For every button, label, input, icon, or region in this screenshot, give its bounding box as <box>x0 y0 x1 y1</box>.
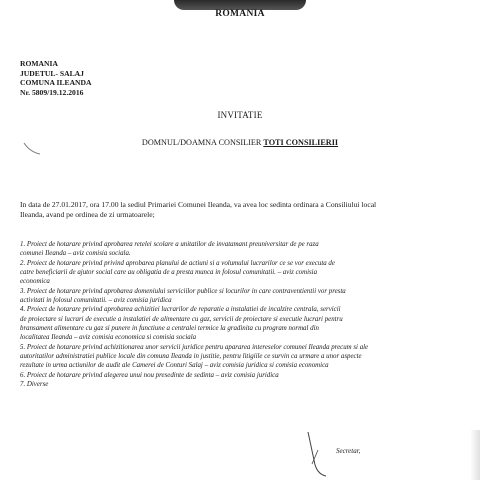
addressee-line <box>0 138 480 147</box>
agenda-line: localitatea Ileanda – aviz comisia economica si comisia sociala <box>20 334 197 342</box>
registration-number: Nr. 5809/19.12.2016 <box>20 87 84 97</box>
sender-line: COMUNA ILEANDA <box>20 78 92 88</box>
agenda-line: autoritatilor administratiei publice locale din comuna Ileanda in justitie, pentru litigiile ce survin ca urmare a unor aspecte <box>20 353 362 361</box>
agenda-line: economica <box>20 278 50 286</box>
agenda-line: 7. Diverse <box>20 381 49 389</box>
intro-paragraph <box>20 200 460 220</box>
intro-line: In data de 27.01.2017, ora 17.00 la sediul Primariei Comunei Ileanda, va avea loc sedinta ordinara a Consiliului local <box>20 200 377 209</box>
agenda-line: rezultate in urma actiunilor de audit ale Camerei de Conturi Salaj – aviz comisia juridica si comisia economica <box>20 362 329 370</box>
hand-mark-icon <box>22 140 44 156</box>
intro-line: Ileanda, avand pe ordinea de zi urmatoarele; <box>20 210 155 220</box>
scan-edge-shadow <box>470 430 480 480</box>
agenda-line: 3. Proiect de hotarare privind aprobarea domeniului serviciilor publice si locurilor in care contraventientii vor presta <box>20 287 346 295</box>
signature-label: Secretar, <box>336 447 361 455</box>
addressee-prefix: DOMNUL/DOAMNA CONSILIER <box>141 138 264 147</box>
signature-scribble-icon <box>300 430 340 478</box>
agenda-line: 2. Proiect de hotarare privind privind aprobarea planului de actiuni si a volumului lucrarilor ce se vor executa de <box>20 259 335 267</box>
sender-line: JUDETUL- SALAJ <box>20 68 84 78</box>
agenda-line: 4. Proiect de hotarare privind aprobarea achizitiei lucrarilor de reparatie a instalatiei de incalzire centrala, servicii <box>20 306 341 314</box>
agenda-line: 1. Proiect de hotarare privind aprobarea retelei scolare a unitatilor de invatamant preuniversitar de pe raza <box>20 241 319 248</box>
addressee-name: TOTI CONSILIERII <box>263 138 339 147</box>
agenda-list <box>20 240 468 390</box>
document-title: INVITATIE <box>217 110 263 120</box>
country-heading: ROMANIA <box>215 9 265 19</box>
agenda-line: activitati in folosul comunitatii. – aviz comisia juridica <box>20 297 172 305</box>
agenda-line: 5. Proiect de hotarare privind achizitionarea unor servicii juridice pentru apararea intereselor comunei Ileanda precum si ale <box>20 343 369 351</box>
agenda-line: de proiectare si lucrari de executie a instalatiei de alimentare cu gaz, servicii de proiectare si executie lucrari pentru <box>20 315 343 323</box>
agenda-line: catre beneficiarii de ajutor social care au obligatia de a presta munca in folosul comunitatii. – aviz comisia <box>20 269 318 277</box>
sender-line: ROMANIA <box>20 59 58 68</box>
agenda-line: comunei Ileanda – aviz comisia sociala. <box>20 250 131 258</box>
agenda-line: bransament alimentare cu gaz si punere in functiune a centralei termice la gradinita cu program normal din <box>20 325 319 333</box>
agenda-line: 6. Proiect de hotarare privind alegerea unui nou presedinte de sedinta – aviz comisia juridica <box>20 371 279 379</box>
sender-block <box>20 59 92 97</box>
